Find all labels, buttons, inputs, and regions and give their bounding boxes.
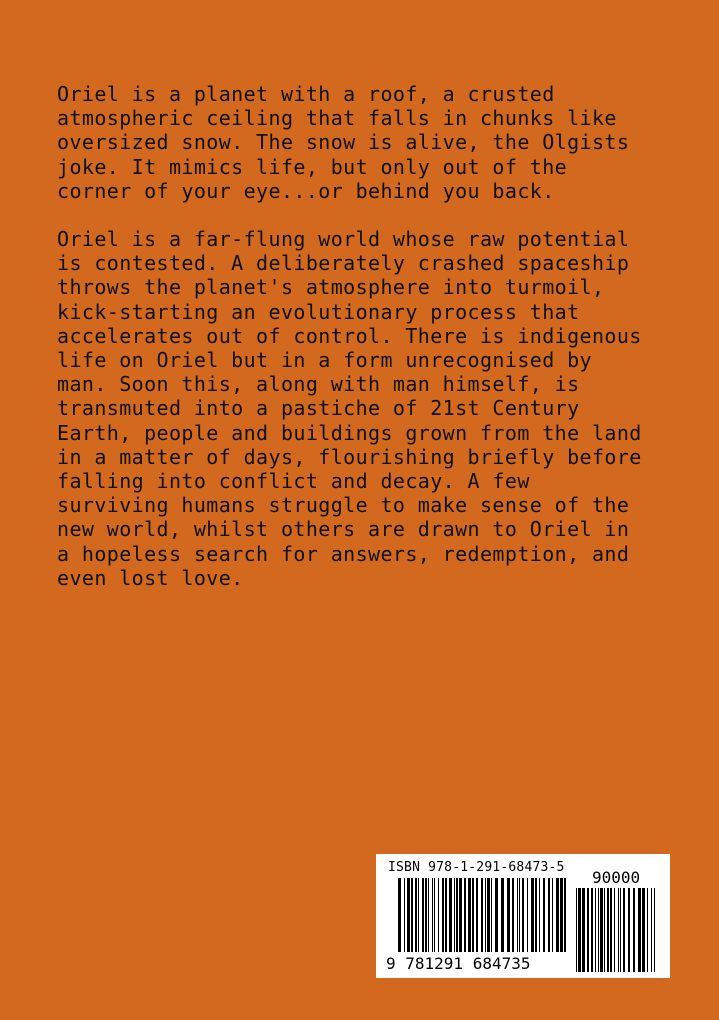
blurb-line: accelerates out of control. There is indigenous	[57, 323, 642, 348]
barcode-bar	[407, 878, 410, 952]
price-code: 90000	[592, 868, 641, 887]
barcode-bar	[512, 878, 514, 952]
barcode-bar	[543, 878, 545, 952]
barcode-bar	[404, 878, 405, 952]
barcode-bar	[628, 888, 630, 972]
barcode-bar	[614, 888, 615, 972]
blurb-paragraph-1	[57, 82, 677, 203]
barcode-bar	[495, 878, 498, 952]
barcode-bar	[591, 888, 593, 972]
barcode-bar	[422, 878, 424, 952]
barcode-bar	[604, 888, 605, 972]
barcode-bar	[434, 878, 435, 952]
barcode-bar	[638, 888, 641, 972]
barcode-bar	[587, 888, 589, 972]
ean-bars	[398, 878, 566, 952]
barcode-bar	[517, 878, 518, 952]
barcode-bar	[576, 888, 577, 972]
barcode-bar	[438, 878, 439, 952]
barcode-bar	[578, 888, 581, 972]
barcode-bar	[598, 888, 599, 972]
barcode-bar	[485, 878, 486, 952]
ean-digits: 9 781291 684735	[386, 954, 531, 973]
barcode-bar	[595, 888, 596, 972]
blurb-line: atmospheric ceiling that falls in chunks like	[57, 106, 617, 131]
isbn-barcode	[376, 854, 670, 978]
blurb-paragraph-2	[57, 227, 677, 590]
blurb-line: new world, whilst others are drawn to Oriel in	[57, 517, 630, 542]
barcode-bar	[564, 878, 566, 952]
blurb-line: surviving humans struggle to make sense of the	[57, 493, 630, 518]
barcode-bar	[449, 878, 452, 952]
barcode-bar	[411, 878, 413, 952]
barcode-bar	[476, 878, 478, 952]
barcode-bar	[454, 878, 455, 952]
blurb-line: Oriel is a planet with a roof, a crusted	[57, 82, 555, 106]
blurb-line: even lost love.	[57, 565, 244, 590]
blurb-line: a hopeless search for answers, redemption, and	[57, 541, 630, 566]
barcode-bar	[415, 878, 417, 952]
barcode-bar	[425, 878, 427, 952]
barcode-bar	[535, 878, 537, 952]
isbn-label: ISBN 978-1-291-68473-5	[388, 860, 565, 875]
barcode-bar	[418, 878, 419, 952]
barcode-bar	[647, 888, 648, 972]
blurb-line: life on Oriel but in a form unrecognised by	[57, 348, 592, 373]
barcode-bar	[556, 878, 559, 952]
barcode-bar	[428, 878, 429, 952]
barcode-bar	[481, 878, 483, 952]
barcode-bar	[442, 878, 444, 952]
blurb-line: oversized snow. The snow is alive, the Olgists	[57, 130, 630, 155]
barcode-bar	[531, 878, 534, 952]
barcode-bar	[507, 878, 510, 952]
barcode-bar	[620, 888, 621, 972]
blurb-line: is contested. A deliberately crashed spaceship	[57, 251, 630, 276]
barcode-bar	[610, 888, 612, 972]
barcode-bar	[501, 878, 504, 952]
barcode-bar	[618, 888, 619, 972]
price-addon-bars	[576, 888, 655, 972]
blurb-line: corner of your eye...or behind you back.	[57, 178, 555, 203]
blurb-line: throws the planet's atmosphere into turmoil,	[57, 275, 605, 300]
barcode-bar	[468, 878, 471, 952]
blurb-line: transmuted into a pastiche of 21st Century	[57, 396, 580, 421]
blurb-line: in a matter of days, flourishing briefly before	[57, 444, 642, 469]
barcode-bar	[539, 878, 540, 952]
blurb-line: falling into conflict and decay. A few	[57, 469, 530, 494]
barcode-bar	[464, 878, 466, 952]
barcode-bar	[552, 878, 553, 952]
barcode-bar	[472, 878, 474, 952]
barcode-bar	[456, 878, 458, 952]
blurb-line: Earth, people and buildings grown from the land	[57, 420, 642, 445]
barcode-bar	[459, 878, 462, 952]
barcode-bar	[491, 878, 492, 952]
barcode-bar	[398, 878, 401, 952]
barcode-bar	[487, 878, 490, 952]
barcode-bar	[432, 878, 433, 952]
blurb-line: joke. It mimics life, but only out of the	[57, 154, 568, 179]
barcode-bar	[654, 888, 655, 972]
back-cover-blurb	[57, 82, 677, 590]
barcode-bar	[633, 888, 635, 972]
barcode-bar	[651, 888, 652, 972]
barcode-bar	[560, 878, 563, 952]
barcode-bar	[522, 878, 524, 952]
barcode-bar	[445, 878, 447, 952]
barcode-bar	[607, 888, 609, 972]
barcode-bar	[600, 888, 603, 972]
blurb-line: man. Soon this, along with man himself, is	[57, 372, 580, 397]
barcode-bar	[642, 888, 645, 972]
blurb-line: Oriel is a far-flung world whose raw potential	[57, 227, 630, 252]
barcode-bar	[548, 878, 550, 952]
barcode-bar	[519, 878, 520, 952]
barcode-bar	[623, 888, 625, 972]
barcode-bar	[582, 888, 585, 972]
blurb-line: kick-starting an evolutionary process that	[57, 299, 580, 324]
barcode-bar	[527, 878, 528, 952]
